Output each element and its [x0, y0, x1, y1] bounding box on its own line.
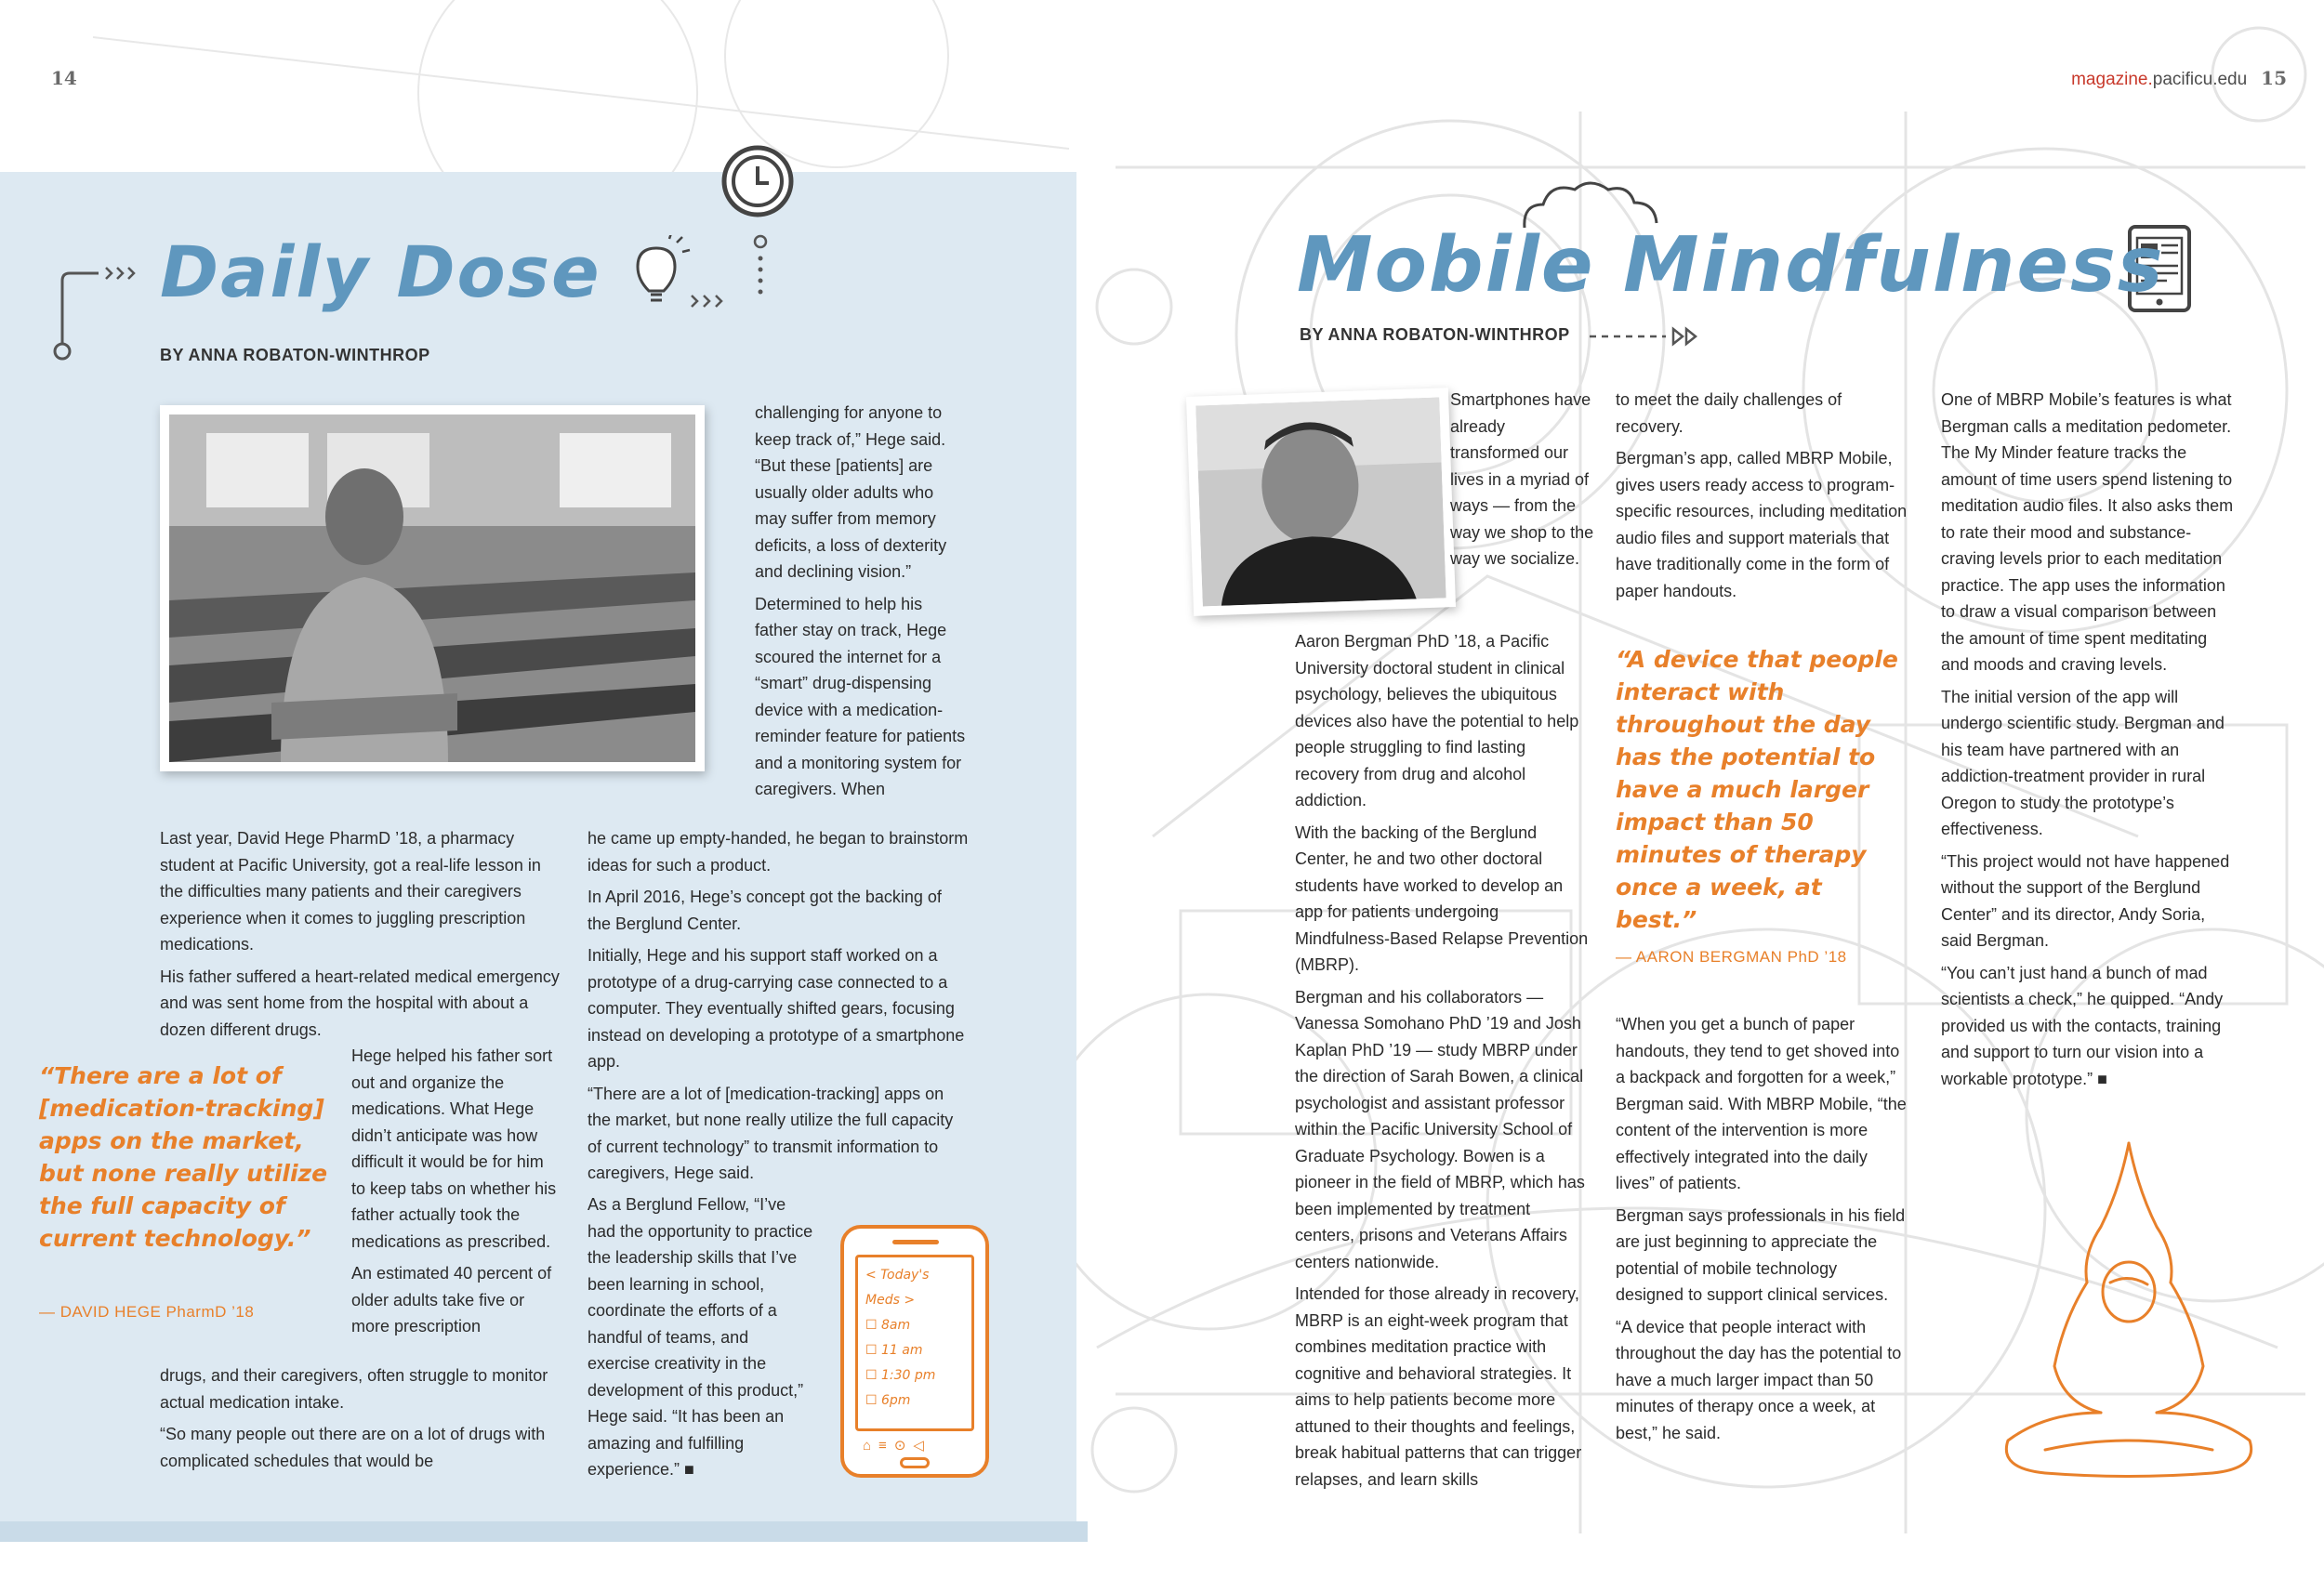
paragraph: “When you get a bunch of paper handouts, they tend to get shoved into a backpack and forgotten for a week,” Bergman said. With MBRP Mobile, “the content of the intervention is more effectively integrated into the daily lives” of patients. — [1616, 1015, 1907, 1192]
clock-icon — [720, 144, 795, 218]
paragraph: The initial version of the app will undergo scientific study. Bergman and his team have partnered with an addiction-treatment provider in rural Oregon to study the prototype’s effectiveness. — [1941, 687, 2225, 838]
dashed-arrow-icon — [1588, 325, 1699, 348]
right-col-b-bottom — [1616, 1011, 1909, 1452]
paragraph: Last year, David Hege PharmD ’18, a pharmacy student at Pacific University, got a real-life lesson in the difficulties many patients and their caregivers experience when it comes to juggling prescription medications. — [160, 829, 541, 954]
paragraph: Intended for those already in recovery, MBRP is an eight-week program that combines meditation practice with cognitive and behavioral strategies. It aims to help patients become more attuned to their thoughts and feelings, break habitual patterns that can trigger relapses, and learn skills — [1295, 1284, 1582, 1489]
phone-med-item: ☐ 1:30 pm — [865, 1368, 936, 1383]
meditating-figure-icon — [1989, 1134, 2268, 1496]
page-number-right: 15 — [2261, 67, 2287, 89]
connector-arrow-icon — [46, 260, 149, 362]
phone-med-time: 11 am — [881, 1343, 923, 1358]
paragraph: “This project would not have happened without the support of the Berglund Center” and its director, Andy Soria, said Bergman. — [1941, 851, 2230, 950]
left-byline: BY ANNA ROBATON-WINTHROP — [160, 346, 430, 364]
phone-med-time: 6pm — [881, 1393, 911, 1408]
paragraph: “There are a lot of [medication-tracking] apps on the market, but none really utilize the full capacity of current technology” to transmit information to caregivers, Hege said. — [588, 1084, 954, 1182]
lightbulb-icon — [628, 235, 693, 309]
paragraph: His father suffered a heart-related medical emergency and was sent home from the hospital with about a dozen different drugs. — [160, 967, 560, 1039]
portrait-photo-icon — [169, 414, 695, 762]
left-headline: Daily Dose — [160, 230, 601, 313]
right-byline: BY ANNA ROBATON-WINTHROP — [1300, 325, 1570, 344]
paragraph: Smartphones have already transformed our lives in a myriad of ways — from the way we shop to the way we socialize. — [1450, 390, 1594, 568]
phone-nav-icons: ⌂≡⊙◁ — [863, 1438, 931, 1454]
paragraph: “So many people out there are on a lot of drugs with complicated schedules that would be — [160, 1425, 546, 1470]
phone-med-item: ☐ 11 am — [865, 1343, 923, 1358]
page-folio-right — [2071, 67, 2287, 90]
phone-home-button-icon — [900, 1457, 930, 1468]
paragraph: “You can’t just hand a bunch of mad scientists a check,” he quipped. “Andy provided us with the contacts, training and support to turn our vision into a workable prototype.” ■ — [1941, 963, 2224, 1088]
left-pull-quote: “There are a lot of [medication-tracking] apps on the market, but none really utilize the full capacity of current technology.” — [39, 1062, 328, 1252]
magazine-url[interactable] — [2071, 70, 2247, 89]
right-col-a-main — [1295, 628, 1592, 1498]
paragraph: Bergman’s app, called MBRP Mobile, gives users ready access to program-specific resources, including meditation audio files and support materials that have traditionally come in the form of paper handouts. — [1616, 449, 1908, 600]
phone-med-item: ☐ 6pm — [865, 1393, 911, 1408]
paragraph: challenging for anyone to keep track of,” Hege said. “But these [patients] are usually older adults who may suffer from memory deficits, a loss of dexterity and declining vision.” — [755, 403, 947, 581]
paragraph: “A device that people interact with throughout the day has the potential to have a much larger impact than 50 minutes of therapy once a week, at best,” he said. — [1616, 1317, 1902, 1442]
bergman-portrait-photo — [1186, 388, 1456, 616]
phone-screen — [855, 1255, 974, 1431]
phone-med-time: 1:30 pm — [881, 1368, 936, 1383]
phone-speaker-icon — [892, 1240, 939, 1244]
paragraph: drugs, and their caregivers, often struggle to monitor actual medication intake. — [160, 1366, 548, 1412]
right-pull-quote: “A device that people interact with throughout the day has the potential to have a much larger impact than 50 minutes of therapy once a week, at best.” — [1616, 646, 1898, 933]
paragraph: Bergman says professionals in his field are just beginning to appreciate the potential of mobile technology designed to support clinical services. — [1616, 1205, 1906, 1304]
paragraph: Initially, Hege and his support staff worked on a prototype of a drug-carrying case connected to a computer. They eventually shifted gears, focusing instead on developing a prototype of a smartphone app. — [588, 946, 965, 1071]
paragraph: he came up empty-handed, he began to brainstorm ideas for such a product. — [588, 829, 969, 875]
dotted-line-icon — [751, 232, 770, 307]
left-col-b-narrow — [755, 400, 969, 809]
paragraph: An estimated 40 percent of older adults take five or more prescription — [351, 1264, 552, 1336]
left-panel-shadow — [0, 1521, 1088, 1542]
paragraph: to meet the daily challenges of recovery. — [1616, 390, 1842, 436]
phone-screen-title: < Today's Meds > — [865, 1268, 930, 1308]
paragraph: Determined to help his father stay on track, Hege scoured the internet for a “smart” drug-dispensing device with a medication-reminder feature for patients and a monitoring system for caregivers. When — [755, 594, 966, 798]
right-headline: Mobile Mindfulness — [1297, 221, 2165, 309]
phone-med-time: 8am — [881, 1318, 911, 1333]
right-pull-attribution: — AARON BERGMAN PhD ’18 — [1616, 948, 1847, 966]
paragraph: Bergman and his collaborators — Vanessa Somohano PhD ’19 and Josh Kaplan PhD ’19 — study MBRP under the direction of Sarah Bowen, a clinical psychologist and assistant professor within the Pacific University School of Graduate Psychology. Bowen is a pioneer in the field of MBRP, which has been implemented by treatment centers, prisons and Veterans Affairs centers nationwide. — [1295, 987, 1585, 1271]
phone-med-item: ☐ 8am — [865, 1318, 911, 1333]
paragraph: Hege helped his father sort out and organize the medications. What Hege didn’t anticipate was how difficult it would be for him to keep tabs on whether his father actually took the medications as prescribed. — [351, 1046, 557, 1251]
paragraph: In April 2016, Hege’s concept got the backing of the Berglund Center. — [588, 888, 942, 933]
page-number-left: 14 — [51, 67, 77, 89]
right-col-a-narrow — [1450, 387, 1597, 578]
right-col-c — [1941, 387, 2235, 1098]
left-col-b-wide — [588, 825, 969, 1192]
magazine-url-domain: pacificu.edu — [2152, 70, 2248, 89]
left-col-a-top — [160, 825, 560, 1048]
paragraph: Aaron Bergman PhD ’18, a Pacific University doctoral student in clinical psychology, believes the ubiquitous devices also have the potential to help people struggling to find lasting recovery from drug and alcohol addiction. — [1295, 632, 1579, 809]
hege-portrait-photo — [160, 405, 705, 771]
left-col-b-final — [588, 1191, 814, 1489]
paragraph: As a Berglund Fellow, “I’ve had the opportunity to practice the leadership skills that I’ve been learning in school, coordinate the efforts of a handful of teams, and exercise creativity in the development of this product,” Hege said. “It has been an amazing and fulfilling experience.” ■ — [588, 1195, 813, 1479]
left-col-a-bottom — [160, 1362, 560, 1480]
portrait-photo-icon — [1195, 397, 1446, 606]
magazine-url-brand: magazine. — [2071, 70, 2153, 89]
chevrons-icon — [688, 290, 734, 312]
phone-sketch-icon — [840, 1225, 989, 1478]
left-col-a-narrow — [351, 1043, 560, 1346]
right-col-b-top — [1616, 387, 1909, 610]
left-pull-attribution: — DAVID HEGE PharmD ’18 — [39, 1303, 255, 1321]
paragraph: With the backing of the Berglund Center, he and two other doctoral students have worked to develop an app for patients undergoing Mindfulness-Based Relapse Prevention (MBRP). — [1295, 822, 1589, 974]
paragraph: One of MBRP Mobile’s features is what Bergman calls a meditation pedometer. The My Minder feature tracks the amount of time users spend listening to meditation audio files. It also asks them to rate their mood and substance-craving levels prior to each meditation practice. The app uses the information to draw a visual comparison between the amount of time spent meditating and moods and craving levels. — [1941, 390, 2234, 674]
